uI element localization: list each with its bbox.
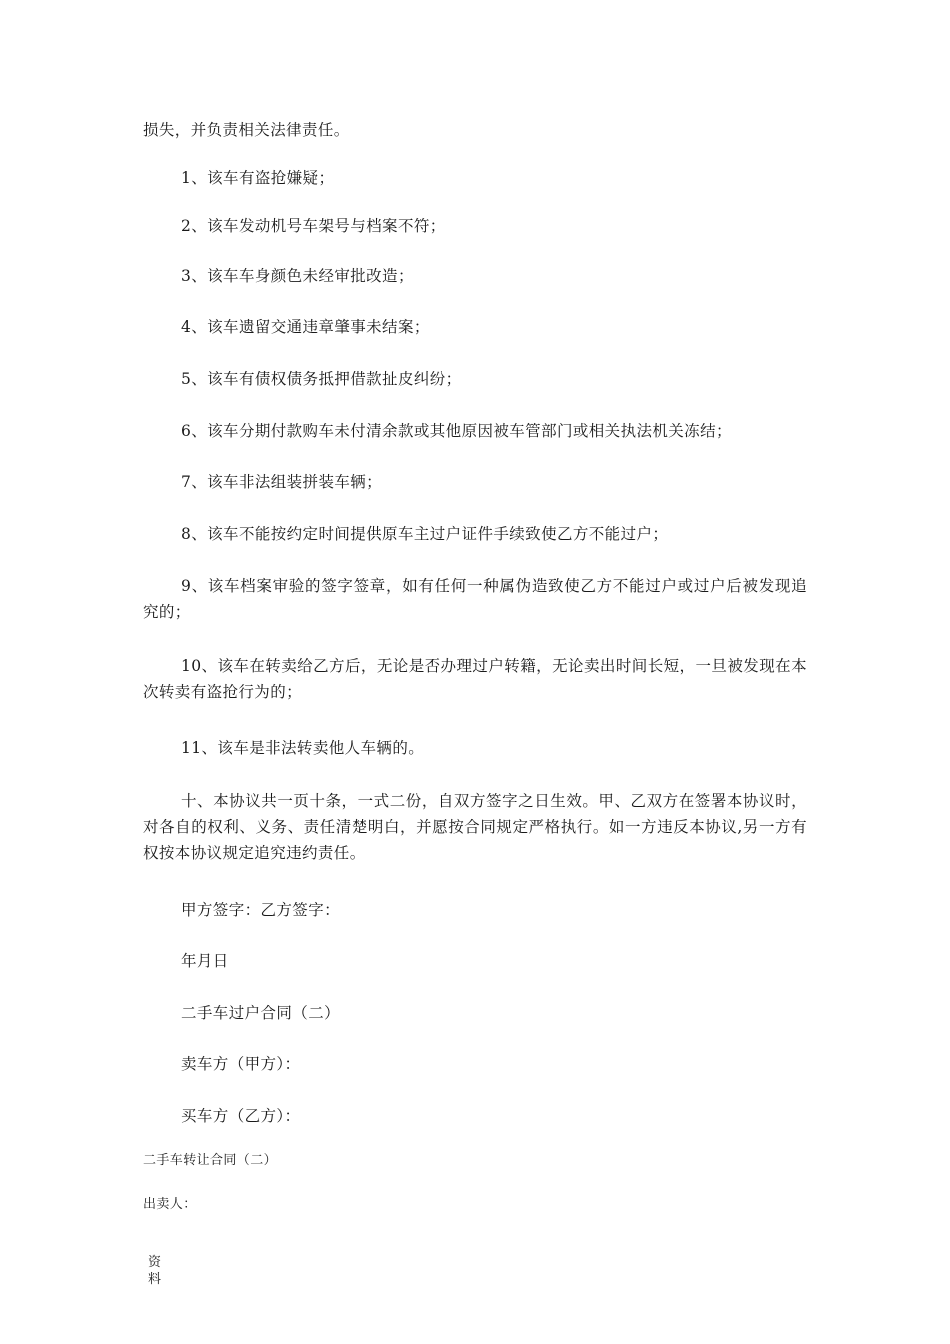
- signature-line: 甲方签字：乙方签字：: [181, 901, 341, 919]
- list-item: 7、该车非法组装拼装车辆；: [181, 473, 383, 491]
- list-item: 2、该车发动机号车架号与档案不符；: [181, 217, 446, 235]
- seller-label: 出卖人：: [143, 1197, 197, 1212]
- section-title: 二手车转让合同（二）: [143, 1153, 278, 1168]
- list-item: 10、该车在转卖给乙方后，无论是否办理过户转籍，无论卖出时间长短，一旦被发现在本次转卖有盗抢行为的；: [143, 657, 807, 701]
- list-item: 9、该车档案审验的签字签章，如有任何一种属伪造致使乙方不能过户或过户后被发现追究的；: [143, 577, 807, 621]
- seller-party-label: 卖车方（甲方）：: [181, 1055, 301, 1073]
- footer-watermark: 资料: [148, 1255, 162, 1287]
- list-item: 8、该车不能按约定时间提供原车主过户证件手续致使乙方不能过户；: [181, 525, 669, 543]
- list-item: 6、该车分期付款购车未付清余款或其他原因被车管部门或相关执法机关冻结；: [181, 422, 732, 440]
- date-line: 年月日: [181, 952, 229, 970]
- clause-paragraph: 十、本协议共一页十条，一式二份，自双方签字之日生效。甲、乙双方在签署本协议时，对各自的权利、义务、责任清楚明白，并愿按合同规定严格执行。如一方违反本协议,另一方有权按本协议规定追究违约责任。: [143, 792, 807, 862]
- section-title: 二手车过户合同（二）: [181, 1004, 341, 1022]
- list-item: 1、该车有盗抢嫌疑；: [181, 169, 335, 187]
- list-item: 4、该车遗留交通违章肇事未结案；: [181, 318, 430, 336]
- list-item: 3、该车车身颜色未经审批改造；: [181, 267, 414, 285]
- list-item: 11、该车是非法转卖他人车辆的。: [181, 739, 425, 757]
- continuation-line: 损失，并负责相关法律责任。: [143, 121, 350, 139]
- list-item: 5、该车有债权债务抵押借款扯皮纠纷；: [181, 370, 462, 388]
- buyer-party-label: 买车方（乙方）：: [181, 1107, 301, 1125]
